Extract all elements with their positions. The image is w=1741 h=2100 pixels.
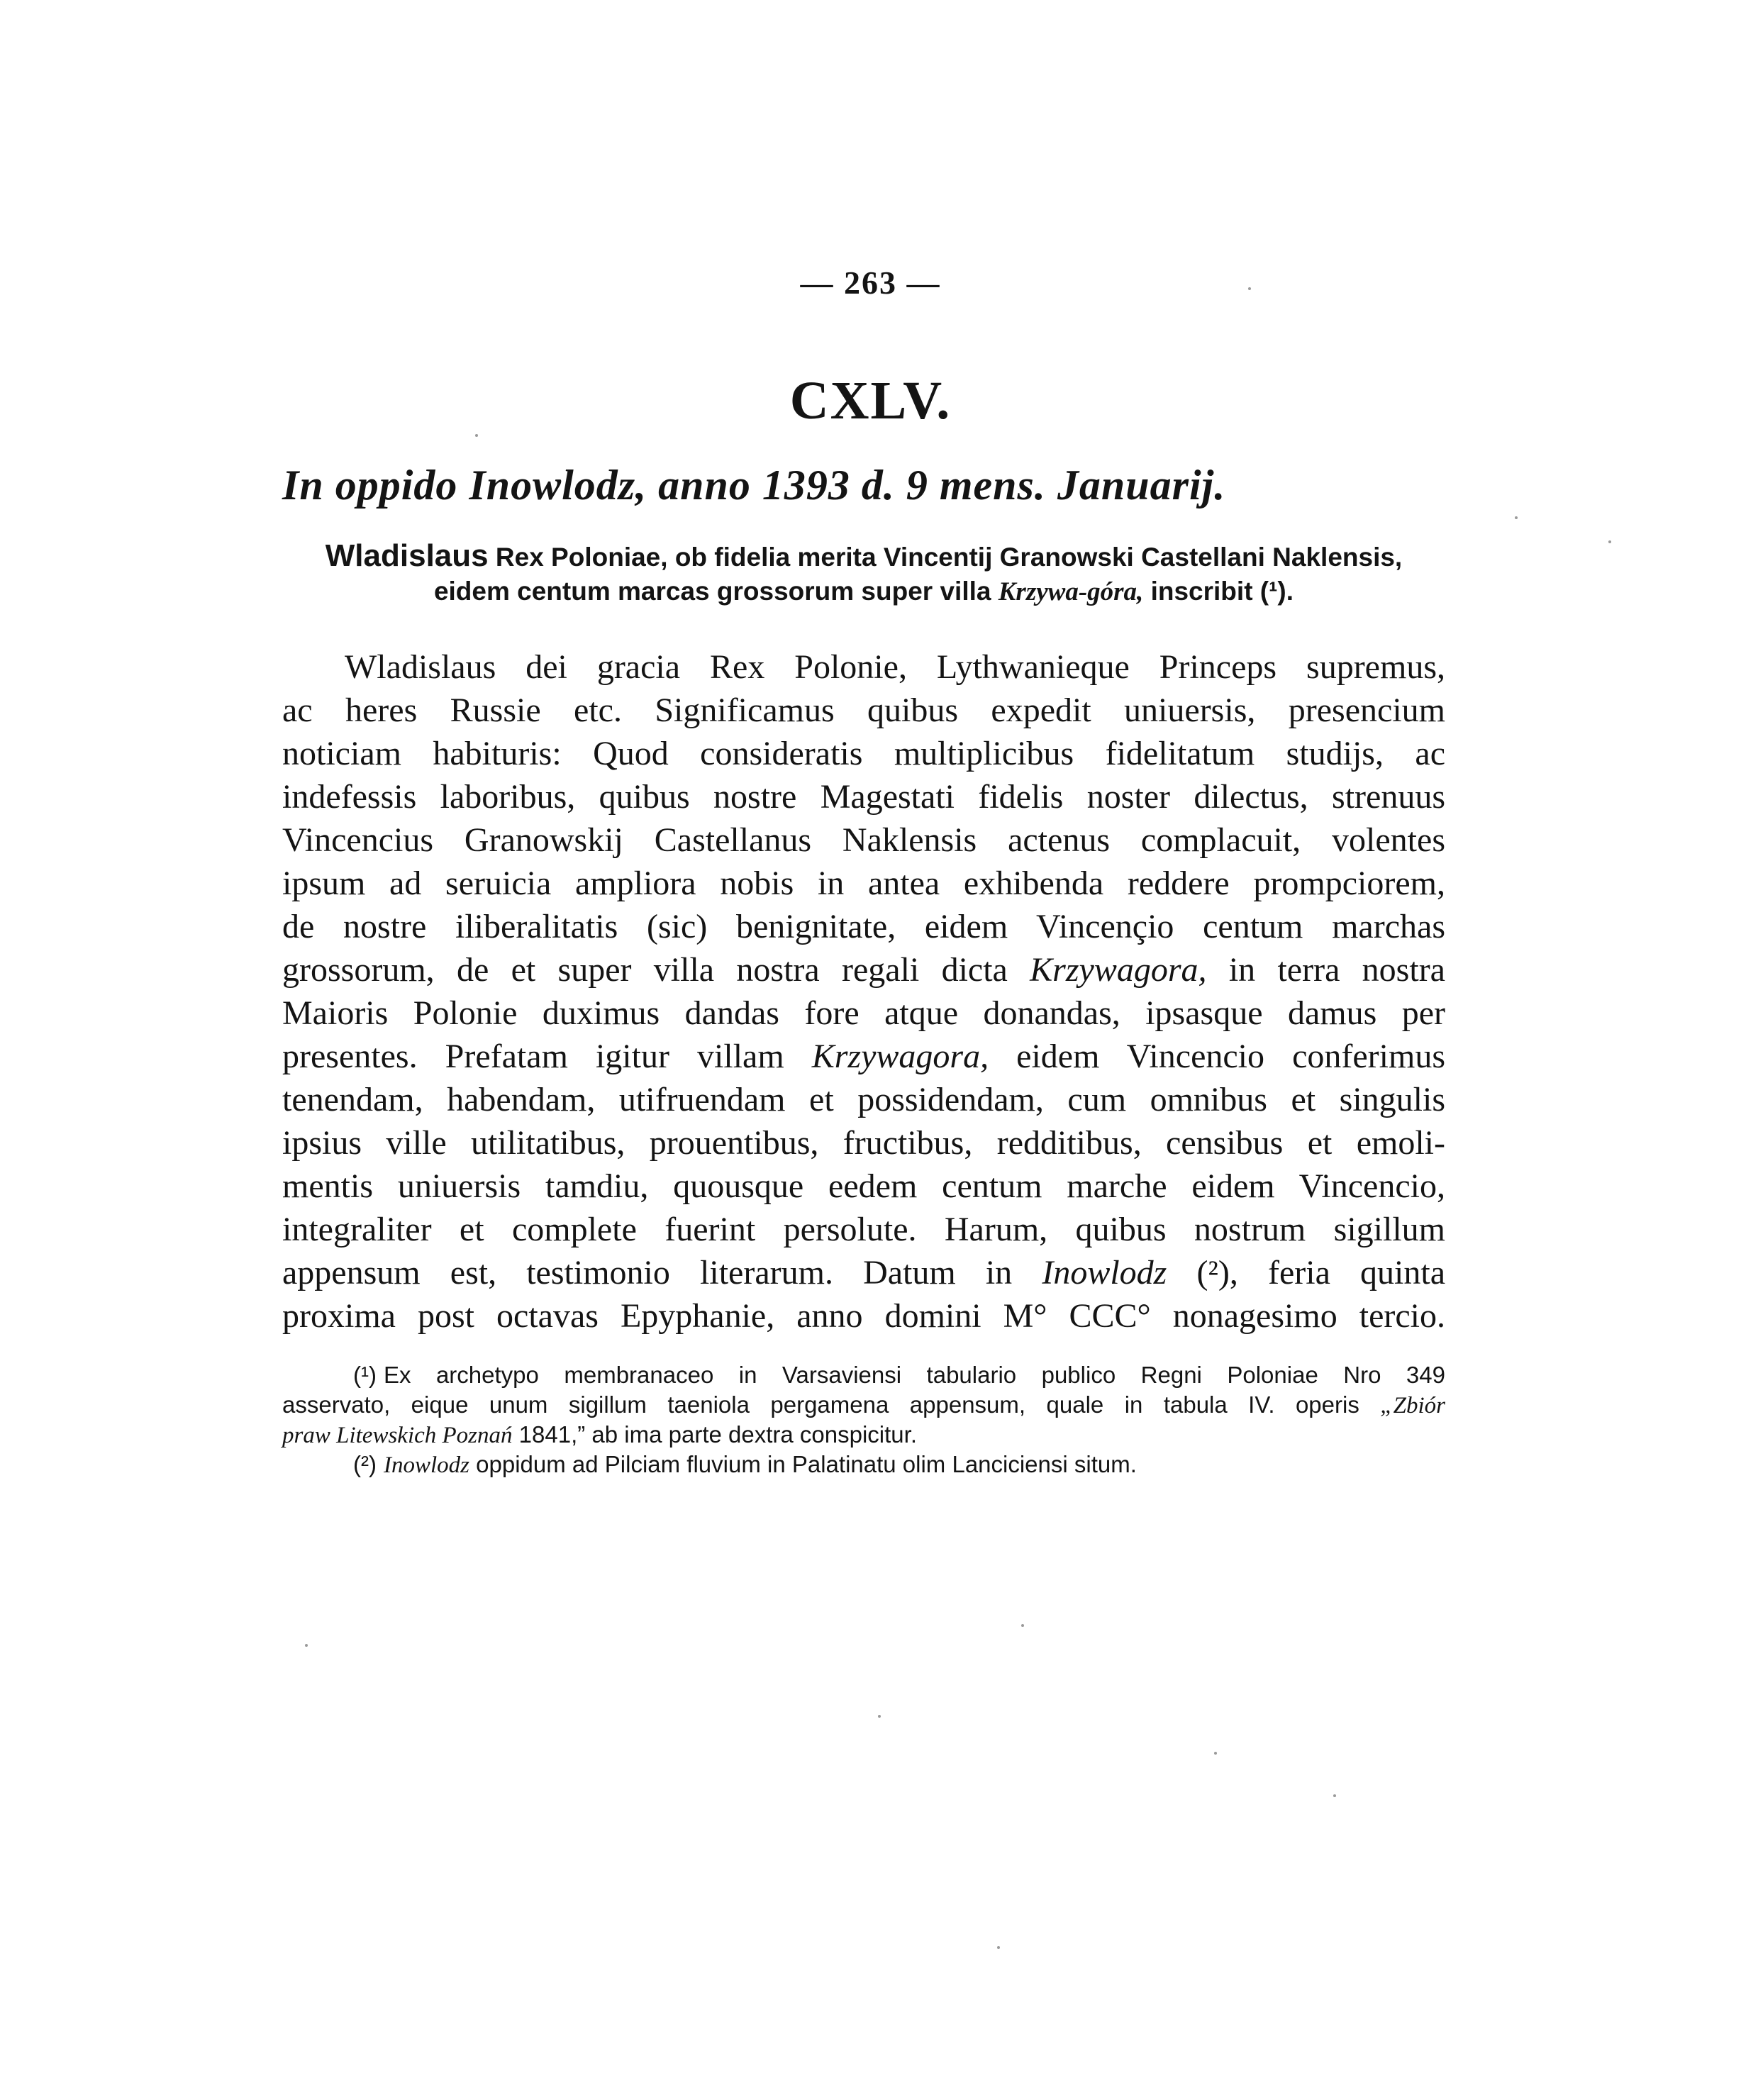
text-line: tenendam, habendam, utifruendam et possidendam, cum omnibus et singulis [282,1081,1445,1118]
footnote-2-place: Inowlodz [383,1452,469,1478]
footnote-2-text: oppidum ad Pilciam fluvium in Palatinatu olim Lanciciensi situm. [469,1451,1137,1477]
regest-summary [282,539,1445,609]
regest-line-1-text: Rex Poloniae, ob fidelia merita Vincentij Granowski Castellani Naklensis, [488,543,1403,572]
footnote-1-title: „Zbiór [1380,1393,1445,1418]
place-name: Inowlodz [1042,1254,1167,1291]
footnote-1-title: praw Litewskich Poznań [282,1423,513,1448]
text-line: noticiam habituris: Quod consideratis multiplicibus fidelitatum studijs, ac [282,735,1445,772]
scan-speck [1214,1752,1217,1755]
footnote-1-text: 1841,” ab ima parte dextra conspicitur. [512,1421,917,1448]
footnote-2-line-1 [282,1450,1445,1479]
scan-speck [475,434,478,437]
text-line: Maioris Polonie duximus dandas fore atque donandas, ipsasque damus per [282,994,1445,1032]
footnote-2-marker: (²) [353,1451,377,1477]
regest-line-2-start: eidem centum marcas grossorum super villa [433,577,999,606]
footnote-1-line-1 [282,1360,1445,1390]
footnote-1-text: Ex archetypo membranaceo in Varsaviensi tabulario publico Regni Poloniae Nro 349 [383,1362,1445,1388]
regest-place-name: Krzywa-góra, [998,577,1144,606]
text-segment: eidem Vincencio conferimus [989,1038,1446,1075]
text-line: de nostre iliberalitatis (sic) benignitate, eidem Vincençio centum marchas [282,908,1445,945]
page-number: — 263 — [800,265,941,301]
text-line: mentis uniuersis tamdiu, quousque eedem centum marche eidem Vincencio, [282,1167,1445,1205]
text-line: integraliter et complete fuerint persolute. Harum, quibus nostrum sigillum [282,1211,1445,1248]
place-name: Krzywagora, [1030,951,1207,989]
scan-speck [1333,1794,1336,1797]
footnotes [282,1360,1445,1479]
text-line [282,1035,1445,1078]
footnote-1-line-3 [282,1420,1445,1450]
text-line: ipsius ville utilitatibus, prouentibus, fructibus, redditibus, censibus et emoli- [282,1124,1445,1162]
text-line: ipsum ad seruicia ampliora nobis in antea exhibenda reddere prompciorem, [282,865,1445,902]
text-segment: in terra nostra [1206,951,1445,989]
place-name: Krzywagora, [811,1038,989,1075]
regest-line-1 [282,539,1445,574]
scan-speck [305,1644,308,1647]
regest-lead-word: Wladislaus [325,538,489,573]
scan-speck [1515,516,1518,519]
footnote-1-line-2 [282,1390,1445,1420]
scan-speck [1021,1624,1024,1627]
text-segment: grossorum, de et super villa nostra regali dicta [282,951,1030,989]
text-segment: (²), feria quinta [1167,1254,1446,1291]
text-line: ac heres Russie etc. Significamus quibus expedit uniuersis, presencium [282,691,1445,729]
scan-speck [878,1715,881,1718]
charter-text [282,645,1445,1338]
regest-line-2-end: inscribit (¹). [1143,577,1294,606]
text-segment: appensum est, testimonio literarum. Datum in [282,1254,1042,1291]
footnote-1-text: asservato, eique unum sigillum taeniola pergamena appensum, quale in tabula IV. operis [282,1391,1381,1418]
scan-speck [997,1946,1000,1949]
footnote-1-marker: (¹) [353,1362,377,1388]
text-line: proxima post octavas Epyphanie, anno domini M° CCC° nonagesimo tercio. [282,1297,1445,1335]
scan-speck [1248,287,1251,290]
text-line [282,948,1445,991]
regest-line-2 [282,574,1445,609]
text-line: Vincencius Granowskij Castellanus Naklensis actenus complacuit, volentes [282,821,1445,859]
text-line [282,1251,1445,1294]
document-heading: In oppido Inowlodz, anno 1393 d. 9 mens. Januarij. [282,462,1226,509]
text-segment: presentes. Prefatam igitur villam [282,1038,812,1075]
text-line: Wladislaus dei gracia Rex Polonie, Lythwanieque Princeps supremus, [345,648,1445,686]
document-number: CXLV. [789,371,952,430]
scan-speck [1608,540,1611,543]
text-line: indefessis laboribus, quibus nostre Magestati fidelis noster dilectus, strenuus [282,778,1445,816]
